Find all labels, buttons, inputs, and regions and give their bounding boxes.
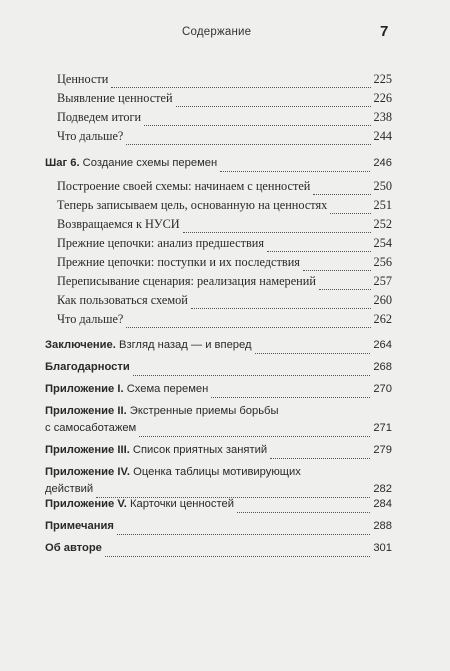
toc-entry-prefix: Благодарности xyxy=(45,361,130,373)
toc-entry-prefix: Примечания xyxy=(45,520,114,532)
toc-entry-title: Подведем итоги xyxy=(57,110,142,124)
dot-leader xyxy=(144,113,370,126)
toc-entry-page: 254 xyxy=(373,236,392,250)
toc-entry-page: 282 xyxy=(373,483,392,495)
dot-leader xyxy=(117,522,370,535)
toc-entry[interactable] xyxy=(57,215,392,233)
toc-entry[interactable] xyxy=(57,196,392,214)
dot-leader xyxy=(126,132,370,145)
toc-entry[interactable] xyxy=(57,310,392,328)
toc-entry-title: Ценности xyxy=(57,72,109,86)
toc-entry[interactable] xyxy=(57,89,392,107)
toc-entry-prefix: Приложение V. xyxy=(45,498,127,510)
toc-entry-page: 270 xyxy=(373,383,392,395)
toc-entry-page: 279 xyxy=(373,444,392,456)
toc-entry[interactable] xyxy=(57,234,392,252)
toc-entry-page: 250 xyxy=(373,179,392,193)
toc-entry-title: Экстренные приемы борьбы xyxy=(126,405,279,417)
toc-entry-title: Карточки ценностей xyxy=(126,498,234,510)
toc-section-entry[interactable] xyxy=(45,336,392,354)
toc-entry-page: 225 xyxy=(373,72,392,86)
toc-entry-prefix: Приложение IV. xyxy=(45,466,131,478)
page-number: 7 xyxy=(380,23,389,40)
toc-entry-title-cont: с самосаботажем xyxy=(45,422,137,434)
dot-leader xyxy=(319,277,371,290)
toc-entry-title-cont: действий xyxy=(45,483,94,495)
toc-entry-first-line[interactable] xyxy=(45,463,301,481)
toc-entry[interactable] xyxy=(57,253,392,271)
toc-entry-title: Прежние цепочки: поступки и их последствия xyxy=(57,255,300,269)
toc-entry-prefix: Приложение II. xyxy=(45,405,127,417)
toc-entry-page: 288 xyxy=(373,520,392,532)
toc-entry[interactable] xyxy=(57,108,392,126)
dot-leader xyxy=(313,182,370,195)
running-title: Содержание xyxy=(182,26,252,38)
toc-entry-page: 251 xyxy=(373,198,392,212)
toc-entry-page: 244 xyxy=(373,129,392,143)
toc-entry-title: Взгляд назад — и вперед xyxy=(115,339,252,351)
dot-leader xyxy=(176,94,371,107)
toc-entry-prefix: Шаг 6. xyxy=(45,157,80,169)
toc-entry[interactable] xyxy=(57,291,392,309)
dot-leader xyxy=(191,296,371,309)
toc-entry[interactable] xyxy=(57,127,392,145)
dot-leader xyxy=(105,544,370,557)
dot-leader xyxy=(267,239,371,252)
toc-entry-page: 256 xyxy=(373,255,392,269)
toc-entry-page: 246 xyxy=(373,157,392,169)
toc-section-entry[interactable] xyxy=(45,517,392,535)
dot-leader xyxy=(270,446,370,459)
dot-leader xyxy=(255,341,371,354)
toc-entry-page: 257 xyxy=(373,274,392,288)
dot-leader xyxy=(303,258,371,271)
toc-section-entry[interactable] xyxy=(45,358,392,376)
toc-entry[interactable] xyxy=(57,177,392,195)
toc-section-entry[interactable] xyxy=(45,441,392,459)
toc-entry-title: Как пользоваться схемой xyxy=(57,293,188,307)
toc-entry-title: Построение своей схемы: начинаем с ценностей xyxy=(57,179,311,193)
toc-entry-page: 238 xyxy=(373,110,392,124)
toc-entry-prefix: Приложение III. xyxy=(45,444,130,456)
dot-leader xyxy=(126,315,370,328)
dot-leader xyxy=(237,500,370,513)
toc-section-entry[interactable] xyxy=(45,380,392,398)
dot-leader xyxy=(211,385,370,398)
toc-entry-page: 260 xyxy=(373,293,392,307)
dot-leader xyxy=(133,363,371,376)
toc-entry-title: Создание схемы перемен xyxy=(79,157,218,169)
dot-leader xyxy=(111,75,370,88)
toc-entry-title: Выявление ценностей xyxy=(57,91,173,105)
toc-entry-prefix: Об авторе xyxy=(45,542,102,554)
toc-entry-title: Прежние цепочки: анализ предшествия xyxy=(57,236,264,250)
dot-leader xyxy=(183,220,371,233)
toc-entry-page: 264 xyxy=(373,339,392,351)
toc-entry-title: Список приятных занятий xyxy=(129,444,268,456)
toc-entry[interactable] xyxy=(57,70,392,88)
toc-entry-title: Что дальше? xyxy=(57,129,124,143)
toc-entry-page: 252 xyxy=(373,217,392,231)
toc-entry-first-line[interactable] xyxy=(45,402,278,420)
toc-entry[interactable] xyxy=(57,272,392,290)
toc-entry-prefix: Заключение. xyxy=(45,339,116,351)
toc-entry-title: Оценка таблицы мотивирующих xyxy=(130,466,301,478)
toc-entry-title: Возвращаемся к НУСИ xyxy=(57,217,180,231)
toc-section-entry[interactable] xyxy=(45,539,392,557)
toc-entry-page: 284 xyxy=(373,498,392,510)
toc-entry-page: 301 xyxy=(373,542,392,554)
dot-leader xyxy=(139,424,370,437)
toc-entry-prefix: Приложение I. xyxy=(45,383,124,395)
toc-section-entry[interactable] xyxy=(45,495,392,513)
toc-entry-page: 226 xyxy=(373,91,392,105)
toc-entry-title: Схема перемен xyxy=(123,383,209,395)
toc-entry-page: 271 xyxy=(373,422,392,434)
toc-entry-title: Теперь записываем цель, основанную на ценностях xyxy=(57,198,328,212)
toc-section-entry[interactable] xyxy=(45,154,392,172)
toc-entry-title: Переписывание сценария: реализация намерений xyxy=(57,274,316,288)
dot-leader xyxy=(220,159,370,172)
toc-section-entry[interactable] xyxy=(45,419,392,437)
dot-leader xyxy=(330,201,370,214)
toc-entry-title: Что дальше? xyxy=(57,312,124,326)
toc-entry-page: 262 xyxy=(373,312,392,326)
toc-entry-page: 268 xyxy=(373,361,392,373)
